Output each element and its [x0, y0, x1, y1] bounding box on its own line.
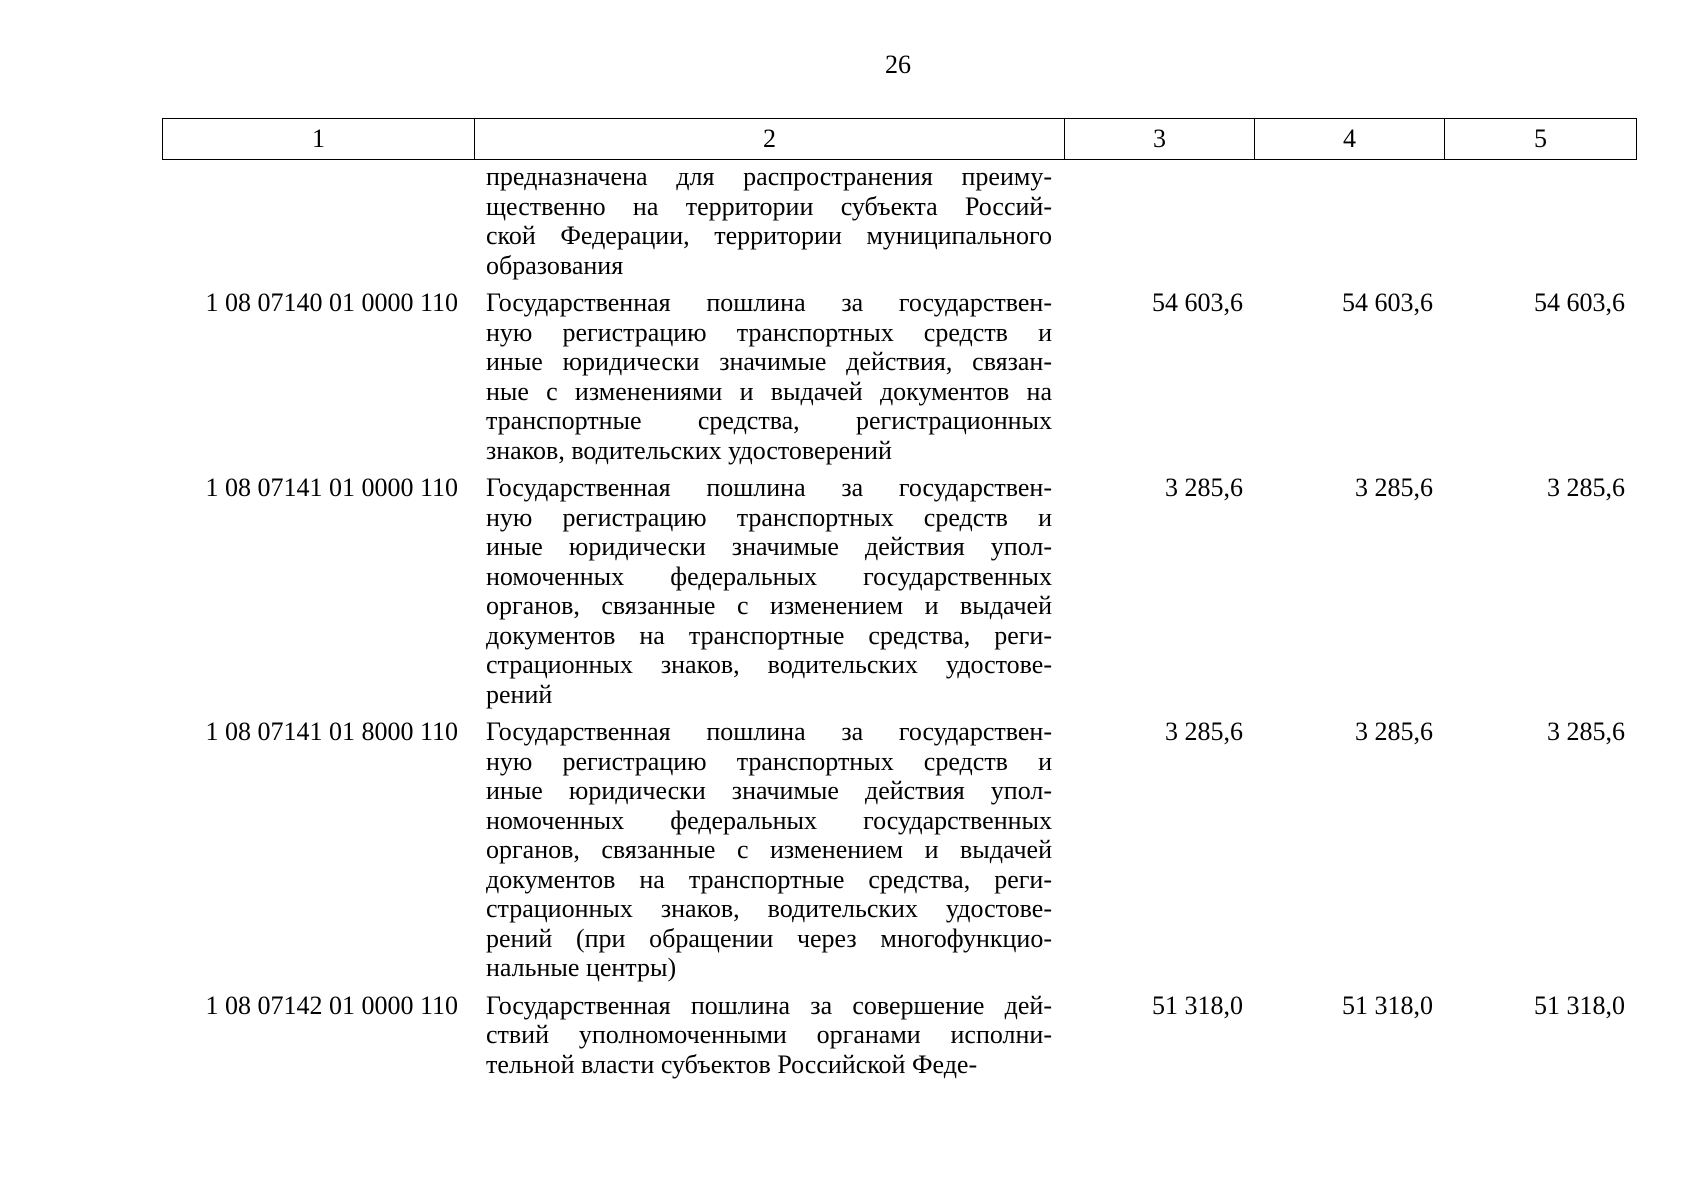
amount-cell-col-3: 3 285,6 — [1165, 473, 1243, 502]
amount-cell-col-5: 54 603,6 — [1534, 288, 1625, 317]
description-cell — [474, 473, 1064, 717]
column-header-4: 4 — [1255, 119, 1445, 160]
amount-cell-col-3 — [1064, 162, 1254, 288]
description-line: предназначена для распространения преиму- — [486, 162, 1052, 191]
revenue-table — [162, 162, 1636, 1087]
description-cell — [474, 288, 1064, 473]
description-line: ные с изменениями и выдачей документов на — [486, 376, 1052, 406]
description-line: рений — [486, 679, 553, 709]
column-header-3: 3 — [1065, 119, 1255, 160]
description-cell — [474, 717, 1064, 991]
description-line: ную регистрацию транспортных средств и — [486, 502, 1052, 532]
description-line: Государственная пошлина за государствен- — [486, 473, 1052, 502]
table-row — [162, 991, 1636, 1088]
description-line: ской Федерации, территории муниципального — [486, 221, 1052, 250]
description-line: знаков, водительских удостоверений — [486, 435, 892, 465]
budget-code-cell: 1 08 07141 01 8000 110 — [205, 717, 458, 746]
amount-cell-col-5: 51 318,0 — [1534, 990, 1625, 1020]
column-header-2: 2 — [475, 119, 1065, 160]
description-line: страционных знаков, водительских удостове- — [486, 650, 1052, 679]
description-line: рений (при обращении через многофункцио- — [486, 923, 1052, 953]
description-line: номоченных федеральных государственных — [486, 805, 1052, 835]
amount-cell-col-4: 3 285,6 — [1355, 717, 1433, 746]
description-line: органов, связанные с изменением и выдачей — [486, 835, 1052, 864]
table-row — [162, 288, 1636, 473]
description-line: ную регистрацию транспортных средств и — [486, 317, 1052, 347]
amount-cell-col-3: 54 603,6 — [1152, 288, 1243, 317]
amount-cell-col-4 — [1254, 162, 1444, 288]
description-line: ную регистрацию транспортных средств и — [486, 746, 1052, 776]
budget-code-cell: 1 08 07140 01 0000 110 — [205, 288, 458, 317]
page-number: 26 — [885, 50, 911, 79]
description-line: ствий уполномоченными органами исполни- — [486, 1020, 1052, 1049]
column-header-5: 5 — [1445, 119, 1637, 160]
description-line: страционных знаков, водительских удостове- — [486, 894, 1052, 923]
column-header-1: 1 — [163, 119, 475, 160]
description-line: иные юридически значимые действия упол- — [486, 776, 1052, 805]
description-line: Государственная пошлина за государствен- — [486, 288, 1052, 317]
table-row — [162, 473, 1636, 717]
description-line: органов, связанные с изменением и выдачей — [486, 591, 1052, 620]
amount-cell-col-5: 3 285,6 — [1547, 473, 1625, 502]
budget-code-cell: 1 08 07141 01 0000 110 — [205, 473, 458, 502]
amount-cell-col-3: 51 318,0 — [1152, 990, 1243, 1020]
description-line: нальные центры) — [486, 953, 677, 982]
table-row — [162, 162, 1636, 288]
amount-cell-col-4: 51 318,0 — [1342, 990, 1433, 1020]
description-line: транспортные средства, регистрационных — [486, 406, 1052, 435]
budget-code-cell: 1 08 07142 01 0000 110 — [205, 990, 458, 1020]
description-line: тельной власти субъектов Российской Феде- — [486, 1049, 978, 1079]
description-cell — [474, 162, 1064, 288]
description-line: образования — [486, 250, 624, 280]
amount-cell-col-4: 3 285,6 — [1355, 473, 1433, 502]
description-line: документов на транспортные средства, реги- — [486, 620, 1052, 650]
amount-cell-col-5 — [1444, 162, 1636, 288]
description-line: номоченных федеральных государственных — [486, 561, 1052, 591]
description-line: щественно на территории субъекта Россий- — [486, 191, 1052, 221]
table-header — [162, 118, 1637, 160]
amount-cell-col-5: 3 285,6 — [1547, 717, 1625, 746]
description-line: Государственная пошлина за совершение дей- — [486, 990, 1052, 1020]
description-cell — [474, 991, 1064, 1088]
description-line: иные юридически значимые действия упол- — [486, 532, 1052, 561]
table-row — [162, 717, 1636, 991]
description-line: документов на транспортные средства, реги- — [486, 864, 1052, 894]
table-body — [162, 162, 1636, 1087]
amount-cell-col-3: 3 285,6 — [1165, 717, 1243, 746]
description-line: иные юридически значимые действия, связан- — [486, 347, 1052, 376]
amount-cell-col-4: 54 603,6 — [1342, 288, 1433, 317]
description-line: Государственная пошлина за государствен- — [486, 717, 1052, 746]
budget-code-cell — [162, 162, 474, 288]
